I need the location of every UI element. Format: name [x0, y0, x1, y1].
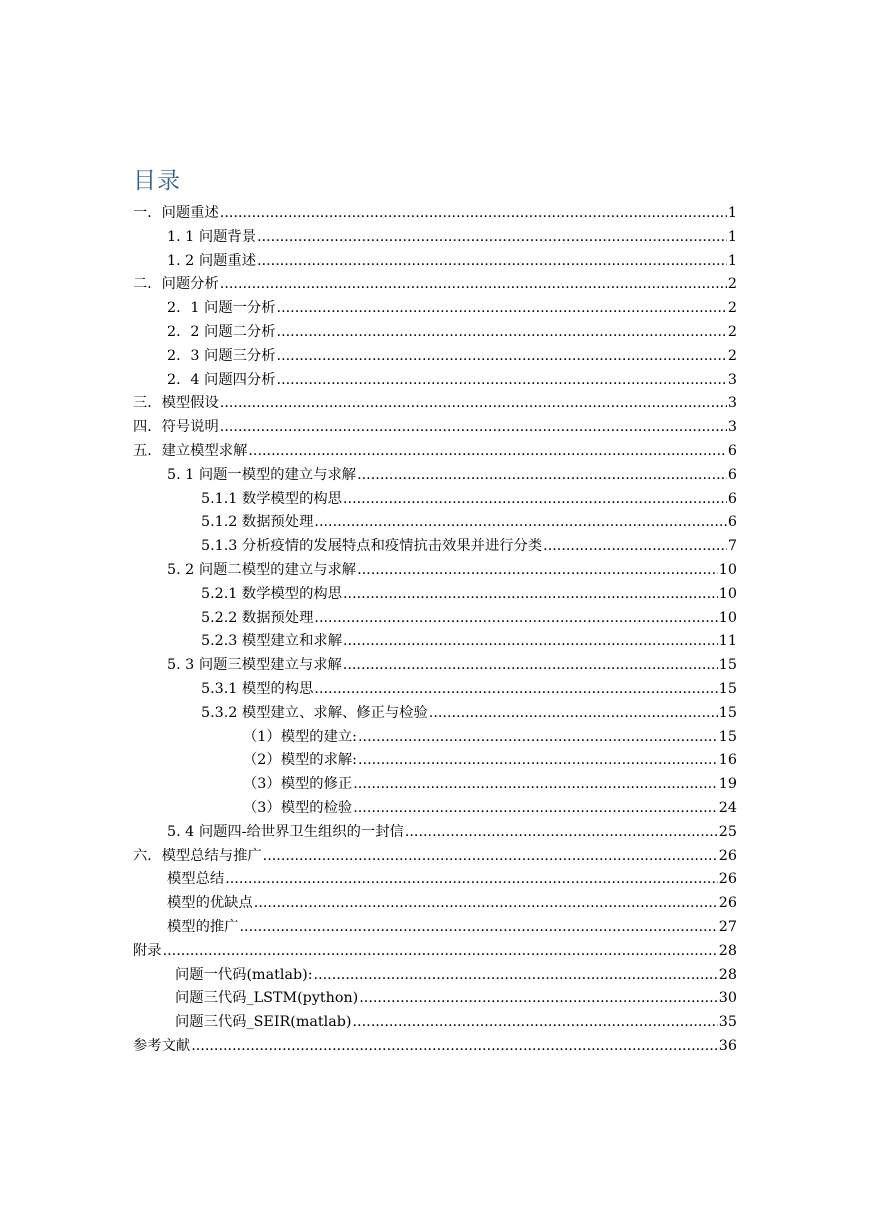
- toc-entry-text: 三．模型假设: [133, 395, 219, 412]
- toc-dot-leader: [263, 845, 718, 869]
- toc-dot-leader: [248, 440, 727, 464]
- toc-entry[interactable]: [133, 273, 737, 297]
- toc-entry[interactable]: [133, 726, 737, 750]
- toc-entry-text: 5.1.3 分析疫情的发展特点和疫情抗击效果并进行分类: [201, 538, 543, 555]
- toc-entry[interactable]: [133, 654, 737, 678]
- toc-entry-page: 26: [718, 871, 737, 888]
- toc-entry-text: （2）模型的求解:: [243, 752, 357, 769]
- toc-entry[interactable]: [133, 535, 737, 559]
- toc-dot-leader: [359, 987, 718, 1011]
- toc-dot-leader: [314, 964, 718, 988]
- toc-entry-text: 模型总结: [167, 871, 225, 888]
- toc-entry-text: 模型的推广: [167, 918, 239, 935]
- toc-entry-text: 四．符号说明: [133, 419, 219, 436]
- toc-entry[interactable]: [133, 559, 737, 583]
- toc-entry-text: 5.2.1 数学模型的构思: [201, 585, 342, 602]
- toc-entry-text: 一．问题重述: [133, 205, 219, 221]
- toc-entry-page: 2: [727, 276, 737, 293]
- toc-entry[interactable]: [133, 749, 737, 773]
- toc-dot-leader: [191, 1035, 718, 1059]
- toc-list: [133, 202, 737, 1059]
- toc-entry[interactable]: [133, 868, 737, 892]
- toc-entry-text: 二．问题分析: [133, 276, 219, 293]
- toc-dot-leader: [220, 273, 727, 297]
- toc-entry-text: 问题一代码(matlab):: [175, 966, 313, 983]
- toc-entry-text: 5.1.1 数学模型的构思: [201, 490, 342, 507]
- toc-entry[interactable]: [133, 773, 737, 797]
- toc-entry[interactable]: [133, 369, 737, 393]
- toc-dot-leader: [277, 321, 727, 345]
- toc-entry-page: 1: [727, 205, 737, 221]
- toc-entry-page: 27: [718, 918, 737, 935]
- toc-entry-text: 问题三代码_LSTM(python): [175, 990, 359, 1007]
- toc-entry-page: 26: [718, 847, 737, 864]
- toc-entry[interactable]: [133, 678, 737, 702]
- toc-dot-leader: [239, 916, 717, 940]
- toc-entry[interactable]: [133, 702, 737, 726]
- toc-dot-leader: [254, 892, 718, 916]
- toc-entry-text: 5.3.1 模型的构思: [201, 680, 314, 697]
- toc-title: 目录: [133, 168, 181, 194]
- toc-entry-page: 6: [727, 466, 737, 483]
- toc-dot-leader: [358, 726, 718, 750]
- toc-entry-page: 10: [718, 561, 737, 578]
- toc-entry-text: 5. 4 问题四-给世界卫生组织的一封信: [167, 823, 404, 840]
- toc-dot-leader: [277, 369, 727, 393]
- toc-entry-text: 5.2.3 模型建立和求解: [201, 633, 342, 650]
- toc-dot-leader: [343, 654, 718, 678]
- toc-entry-page: 3: [727, 419, 737, 436]
- toc-entry-page: 6: [727, 490, 737, 507]
- toc-dot-leader: [163, 940, 718, 964]
- toc-entry[interactable]: [133, 892, 737, 916]
- toc-entry-page: 2: [727, 323, 737, 340]
- toc-dot-leader: [225, 868, 718, 892]
- toc-entry-text: 五．建立模型求解: [133, 442, 248, 459]
- toc-entry-page: 28: [718, 942, 737, 959]
- toc-dot-leader: [257, 250, 727, 274]
- toc-entry-page: 1: [727, 228, 737, 245]
- toc-entry-page: 25: [718, 823, 737, 840]
- toc-dot-leader: [314, 511, 726, 535]
- toc-entry-text: （3）模型的检验: [243, 799, 353, 816]
- toc-entry[interactable]: [133, 464, 737, 488]
- toc-entry-page: 11: [718, 633, 737, 650]
- toc-entry[interactable]: [133, 821, 737, 845]
- toc-entry-page: 7: [727, 538, 737, 555]
- toc-entry[interactable]: [133, 607, 737, 631]
- toc-entry-text: 2．3 问题三分析: [167, 347, 276, 364]
- toc-entry-text: 模型的优缺点: [167, 895, 253, 912]
- toc-entry[interactable]: [133, 321, 737, 345]
- toc-dot-leader: [353, 773, 718, 797]
- toc-entry-page: 1: [727, 252, 737, 269]
- toc-entry[interactable]: [133, 940, 737, 964]
- toc-entry-page: 2: [727, 300, 737, 317]
- toc-dot-leader: [220, 202, 727, 226]
- toc-entry-text: 5. 3 问题三模型建立与求解: [167, 657, 342, 674]
- toc-entry[interactable]: [133, 297, 737, 321]
- toc-dot-leader: [429, 702, 718, 726]
- toc-dot-leader: [220, 392, 727, 416]
- toc-entry[interactable]: [133, 202, 737, 226]
- toc-entry-text: 1. 2 问题重述: [167, 252, 257, 269]
- toc-entry-page: 16: [718, 752, 737, 769]
- toc-entry-text: 5. 2 问题二模型的建立与求解: [167, 561, 357, 578]
- toc-entry-page: 19: [718, 776, 737, 793]
- toc-entry-page: 10: [718, 609, 737, 626]
- toc-entry-page: 15: [718, 728, 737, 745]
- toc-entry-page: 26: [718, 895, 737, 912]
- toc-entry-page: 15: [718, 680, 737, 697]
- toc-entry-text: （3）模型的修正: [243, 776, 353, 793]
- toc-entry[interactable]: [133, 345, 737, 369]
- toc-entry-text: 5. 1 问题一模型的建立与求解: [167, 466, 357, 483]
- toc-entry-text: 2．4 问题四分析: [167, 371, 276, 388]
- toc-entry-page: 15: [718, 657, 737, 674]
- toc-entry[interactable]: [133, 964, 737, 988]
- toc-entry[interactable]: [133, 583, 737, 607]
- toc-entry-page: 6: [727, 514, 737, 531]
- toc-entry[interactable]: [133, 797, 737, 821]
- toc-entry-page: 10: [718, 585, 737, 602]
- toc-entry[interactable]: [133, 987, 737, 1011]
- toc-entry-text: 5.3.2 模型建立、求解、修正与检验: [201, 704, 428, 721]
- toc-entry-page: 2: [727, 347, 737, 364]
- toc-entry-page: 35: [718, 1014, 737, 1031]
- toc-dot-leader: [357, 464, 727, 488]
- toc-entry-text: 附录: [133, 942, 162, 959]
- toc-entry-text: 六．模型总结与推广: [133, 847, 262, 864]
- toc-entry-page: 6: [727, 442, 737, 459]
- toc-entry-page: 36: [718, 1037, 737, 1054]
- toc-entry[interactable]: [133, 511, 737, 535]
- toc-dot-leader: [314, 678, 717, 702]
- toc-entry-text: 参考文献: [133, 1037, 191, 1054]
- toc-entry[interactable]: [133, 250, 737, 274]
- toc-dot-leader: [543, 535, 727, 559]
- toc-dot-leader: [358, 749, 718, 773]
- toc-entry[interactable]: [133, 440, 737, 464]
- toc-entry-text: 2．2 问题二分析: [167, 323, 276, 340]
- toc-entry-page: 3: [727, 371, 737, 388]
- toc-entry[interactable]: [133, 392, 737, 416]
- toc-entry[interactable]: [133, 416, 737, 440]
- toc-entry-page: 3: [727, 395, 737, 412]
- toc-entry[interactable]: [133, 226, 737, 250]
- toc-entry[interactable]: [133, 1035, 737, 1059]
- toc-dot-leader: [353, 1011, 718, 1035]
- toc-entry-page: 24: [718, 799, 737, 816]
- toc-dot-leader: [220, 416, 727, 440]
- toc-entry[interactable]: [133, 845, 737, 869]
- toc-entry-text: 问题三代码_SEIR(matlab): [175, 1014, 352, 1031]
- toc-entry-text: 5.1.2 数据预处理: [201, 514, 314, 531]
- toc-dot-leader: [277, 345, 727, 369]
- toc-entry-text: 2．1 问题一分析: [167, 300, 276, 317]
- toc-entry-text: （1）模型的建立:: [243, 728, 357, 745]
- toc-dot-leader: [405, 821, 718, 845]
- toc-dot-leader: [357, 559, 718, 583]
- toc-dot-leader: [277, 297, 727, 321]
- toc-dot-leader: [343, 488, 727, 512]
- toc-entry[interactable]: [133, 916, 737, 940]
- toc-dot-leader: [353, 797, 718, 821]
- toc-entry[interactable]: [133, 1011, 737, 1035]
- toc-entry[interactable]: [133, 488, 737, 512]
- toc-entry-text: 5.2.2 数据预处理: [201, 609, 314, 626]
- toc-dot-leader: [257, 226, 727, 250]
- toc-entry-text: 1. 1 问题背景: [167, 228, 257, 245]
- toc-dot-leader: [343, 630, 718, 654]
- toc-dot-leader: [314, 607, 717, 631]
- toc-dot-leader: [343, 583, 718, 607]
- toc-entry-page: 15: [718, 704, 737, 721]
- toc-entry-page: 28: [718, 966, 737, 983]
- toc-entry[interactable]: [133, 630, 737, 654]
- toc-entry-page: 30: [718, 990, 737, 1007]
